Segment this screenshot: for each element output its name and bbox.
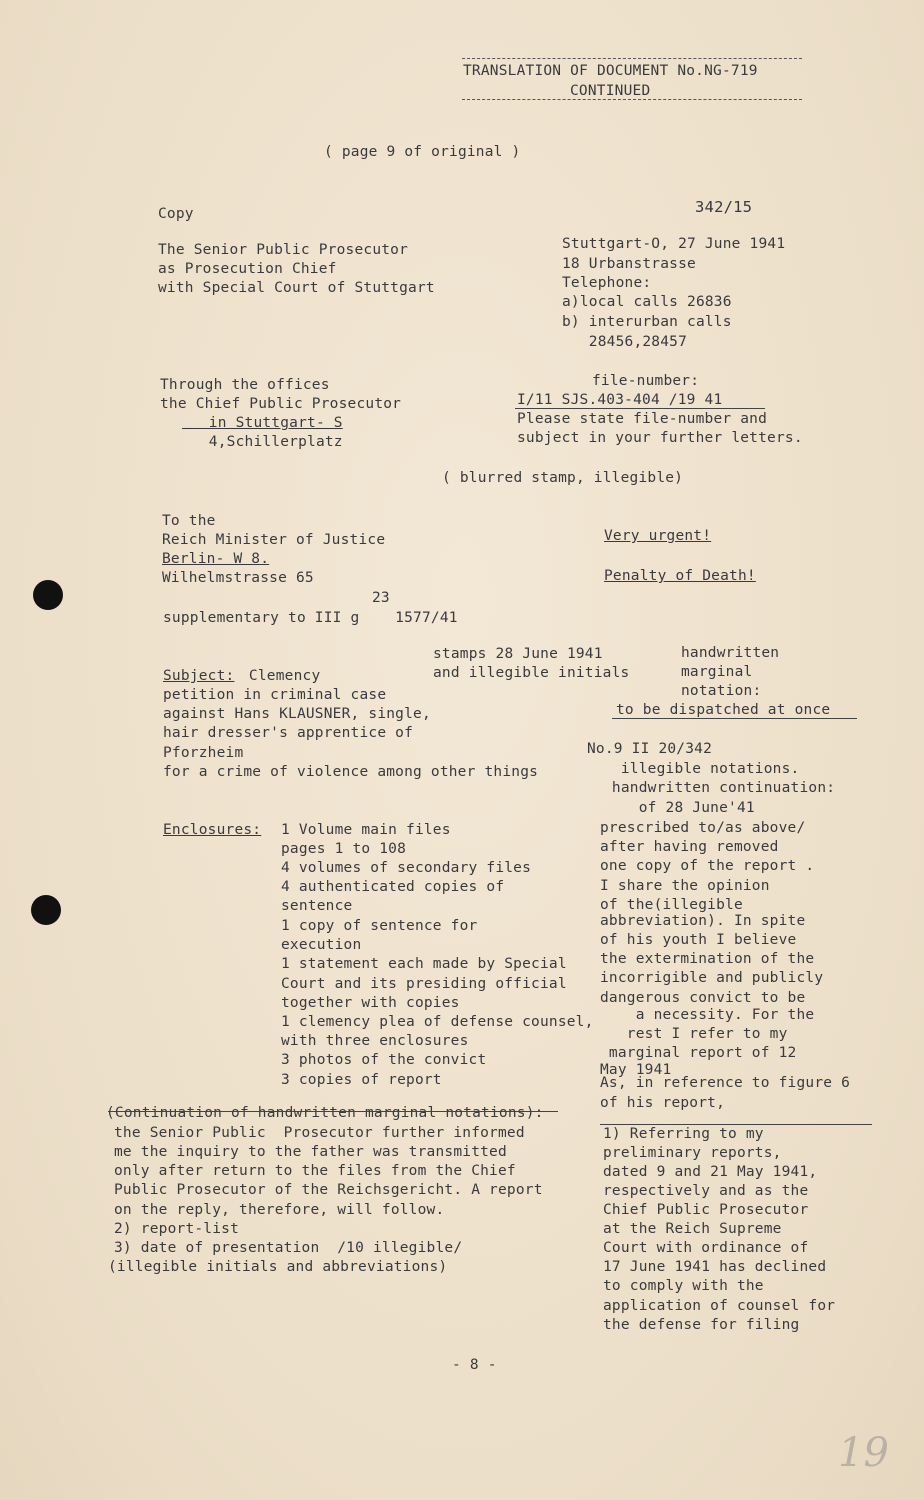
continuation-line: the Senior Public Prosecutor further informed xyxy=(114,1125,525,1141)
copy-label: Copy xyxy=(158,206,194,222)
document-title: TRANSLATION OF DOCUMENT No.NG-719 xyxy=(463,63,758,79)
handwritten-note-line: notation: xyxy=(681,683,762,699)
footnote-line: at the Reich Supreme xyxy=(603,1221,782,1237)
dispatch-underline xyxy=(612,718,857,719)
enclosure-line: execution xyxy=(281,937,362,953)
handwritten-note-line: handwritten xyxy=(681,645,780,661)
notation-line: As, in reference to figure 6 xyxy=(600,1075,851,1091)
corner-handwritten-mark: 19 xyxy=(838,1430,889,1476)
stamps-note-line: stamps 28 June 1941 xyxy=(433,646,603,662)
subject-line: Clemency xyxy=(240,668,321,684)
stamp-note: ( blurred stamp, illegible) xyxy=(442,470,684,486)
enclosure-line: 3 copies of report xyxy=(281,1072,442,1088)
file-number-label: file-number: xyxy=(592,373,700,389)
address-line: 18 Urbanstrasse xyxy=(562,256,696,272)
notation-line: of 28 June'41 xyxy=(603,800,755,816)
punch-hole-bottom xyxy=(31,895,61,925)
through-line: 4,Schillerplatz xyxy=(182,434,343,450)
stamps-note-line: and illegible initials xyxy=(433,665,630,681)
enclosure-line: together with copies xyxy=(281,995,460,1011)
file-number-underline xyxy=(515,408,765,409)
address-line: 28456,28457 xyxy=(562,334,688,350)
enclosure-line: 1 clemency plea of defense counsel, xyxy=(281,1014,594,1030)
footnote-line: application of counsel for xyxy=(603,1298,836,1314)
handwritten-note-line: marginal xyxy=(681,664,753,680)
enclosure-line: 4 authenticated copies of xyxy=(281,879,505,895)
continuation-line: on the reply, therefore, will follow. xyxy=(114,1202,445,1218)
notation-line: incorrigible and publicly xyxy=(600,970,824,986)
urgent-label: Very urgent! xyxy=(604,528,712,544)
penalty-label: Penalty of Death! xyxy=(604,568,756,584)
subject-line: for a crime of violence among other things xyxy=(163,764,539,780)
subject-line: hair dresser's apprentice of xyxy=(163,725,414,741)
notation-line: abbreviation). In spite xyxy=(600,913,806,929)
page-reference: ( page 9 of original ) xyxy=(324,144,521,160)
subject-line: petition in criminal case xyxy=(163,687,387,703)
continuation-line: me the inquiry to the father was transmitted xyxy=(114,1144,507,1160)
enclosure-line: 1 statement each made by Special xyxy=(281,956,567,972)
notation-line: a necessity. For the xyxy=(600,1007,815,1023)
sender-line: The Senior Public Prosecutor xyxy=(158,242,409,258)
enclosure-line: sentence xyxy=(281,898,353,914)
footnote-line: respectively and as the xyxy=(603,1183,809,1199)
continuation-line: Public Prosecutor of the Reichsgericht. A report xyxy=(114,1182,543,1198)
recipient-line: Berlin- W 8. xyxy=(162,551,270,567)
continuation-line: only after return to the files from the Chief xyxy=(114,1163,516,1179)
address-line: b) interurban calls xyxy=(562,314,732,330)
through-line: Through the offices xyxy=(160,377,330,393)
notation-line: one copy of the report . xyxy=(600,858,815,874)
notation-line: illegible notations. xyxy=(603,761,800,777)
header-rule-bottom xyxy=(462,99,802,100)
enclosure-line: 3 photos of the convict xyxy=(281,1052,487,1068)
notation-line: of his youth I believe xyxy=(600,932,797,948)
footnote-line: the defense for filing xyxy=(603,1317,800,1333)
enclosure-line: pages 1 to 108 xyxy=(281,841,407,857)
notation-line: No.9 II 20/342 xyxy=(587,741,713,757)
notation-line: of his report, xyxy=(600,1095,726,1111)
enclosure-line: 4 volumes of secondary files xyxy=(281,860,532,876)
punch-hole-top xyxy=(33,580,63,610)
footnote-line: 1) Referring to my xyxy=(603,1126,764,1142)
supplementary-superscript: 23 xyxy=(372,590,390,606)
enclosures-label: Enclosures: xyxy=(163,822,262,838)
continuation-line: 3) date of presentation /10 illegible/ xyxy=(114,1240,463,1256)
enclosure-line: 1 copy of sentence for xyxy=(281,918,478,934)
sender-line: with Special Court of Stuttgart xyxy=(158,280,435,296)
through-line: the Chief Public Prosecutor xyxy=(160,396,402,412)
notation-line: the extermination of the xyxy=(600,951,815,967)
enclosure-line: 1 Volume main files xyxy=(281,822,451,838)
continued-label: CONTINUED xyxy=(570,83,651,99)
page-number: - 8 - xyxy=(452,1357,497,1373)
address-line: Telephone: xyxy=(562,275,652,291)
recipient-line: To the xyxy=(162,513,216,529)
file-number: I/11 SJS.403-404 /19 41 xyxy=(517,392,723,408)
notation-line: dangerous convict to be xyxy=(600,990,806,1006)
footnote-line: to comply with the xyxy=(603,1278,764,1294)
notation-line: I share the opinion xyxy=(600,878,770,894)
notation-line: prescribed to/as above/ xyxy=(600,820,806,836)
notation-line: after having removed xyxy=(600,839,779,855)
recipient-line: Reich Minister of Justice xyxy=(162,532,386,548)
enclosure-line: Court and its presiding official xyxy=(281,976,567,992)
continuation-strike xyxy=(108,1111,558,1112)
subject-line: Pforzheim xyxy=(163,745,244,761)
notation-line: of the(illegible xyxy=(600,897,743,913)
file-note-line: subject in your further letters. xyxy=(517,430,803,446)
recipient-line: Wilhelmstrasse 65 xyxy=(162,570,314,586)
sender-line: as Prosecution Chief xyxy=(158,261,337,277)
footnote-line: Chief Public Prosecutor xyxy=(603,1202,809,1218)
continuation-header: (Continuation of handwritten marginal notations): xyxy=(106,1105,544,1121)
address-line: a)local calls 26836 xyxy=(562,294,732,310)
document-number: 342/15 xyxy=(695,198,753,216)
footnote-line: 17 June 1941 has declined xyxy=(603,1259,827,1275)
file-note-line: Please state file-number and xyxy=(517,411,768,427)
subject-label: Subject: xyxy=(163,668,235,684)
footnote-line: dated 9 and 21 May 1941, xyxy=(603,1164,818,1180)
address-line: Stuttgart-O, 27 June 1941 xyxy=(562,236,786,252)
supplementary-reference: supplementary to III g 1577/41 xyxy=(163,610,458,626)
footnote-line: Court with ordinance of xyxy=(603,1240,809,1256)
notation-line: marginal report of 12 xyxy=(600,1045,797,1061)
continuation-line: 2) report-list xyxy=(114,1221,240,1237)
header-rule-top xyxy=(462,58,802,59)
subject-line: against Hans KLAUSNER, single, xyxy=(163,706,431,722)
footnote-line: preliminary reports, xyxy=(603,1145,782,1161)
notation-line: May 1941 xyxy=(600,1062,672,1078)
enclosure-line: with three enclosures xyxy=(281,1033,469,1049)
dispatch-note: to be dispatched at once xyxy=(616,702,831,718)
notation-line: rest I refer to my xyxy=(600,1026,788,1042)
through-line: in Stuttgart- S xyxy=(182,415,343,431)
notation-line: handwritten continuation: xyxy=(603,780,836,796)
continuation-line: (illegible initials and abbreviations) xyxy=(108,1259,448,1275)
